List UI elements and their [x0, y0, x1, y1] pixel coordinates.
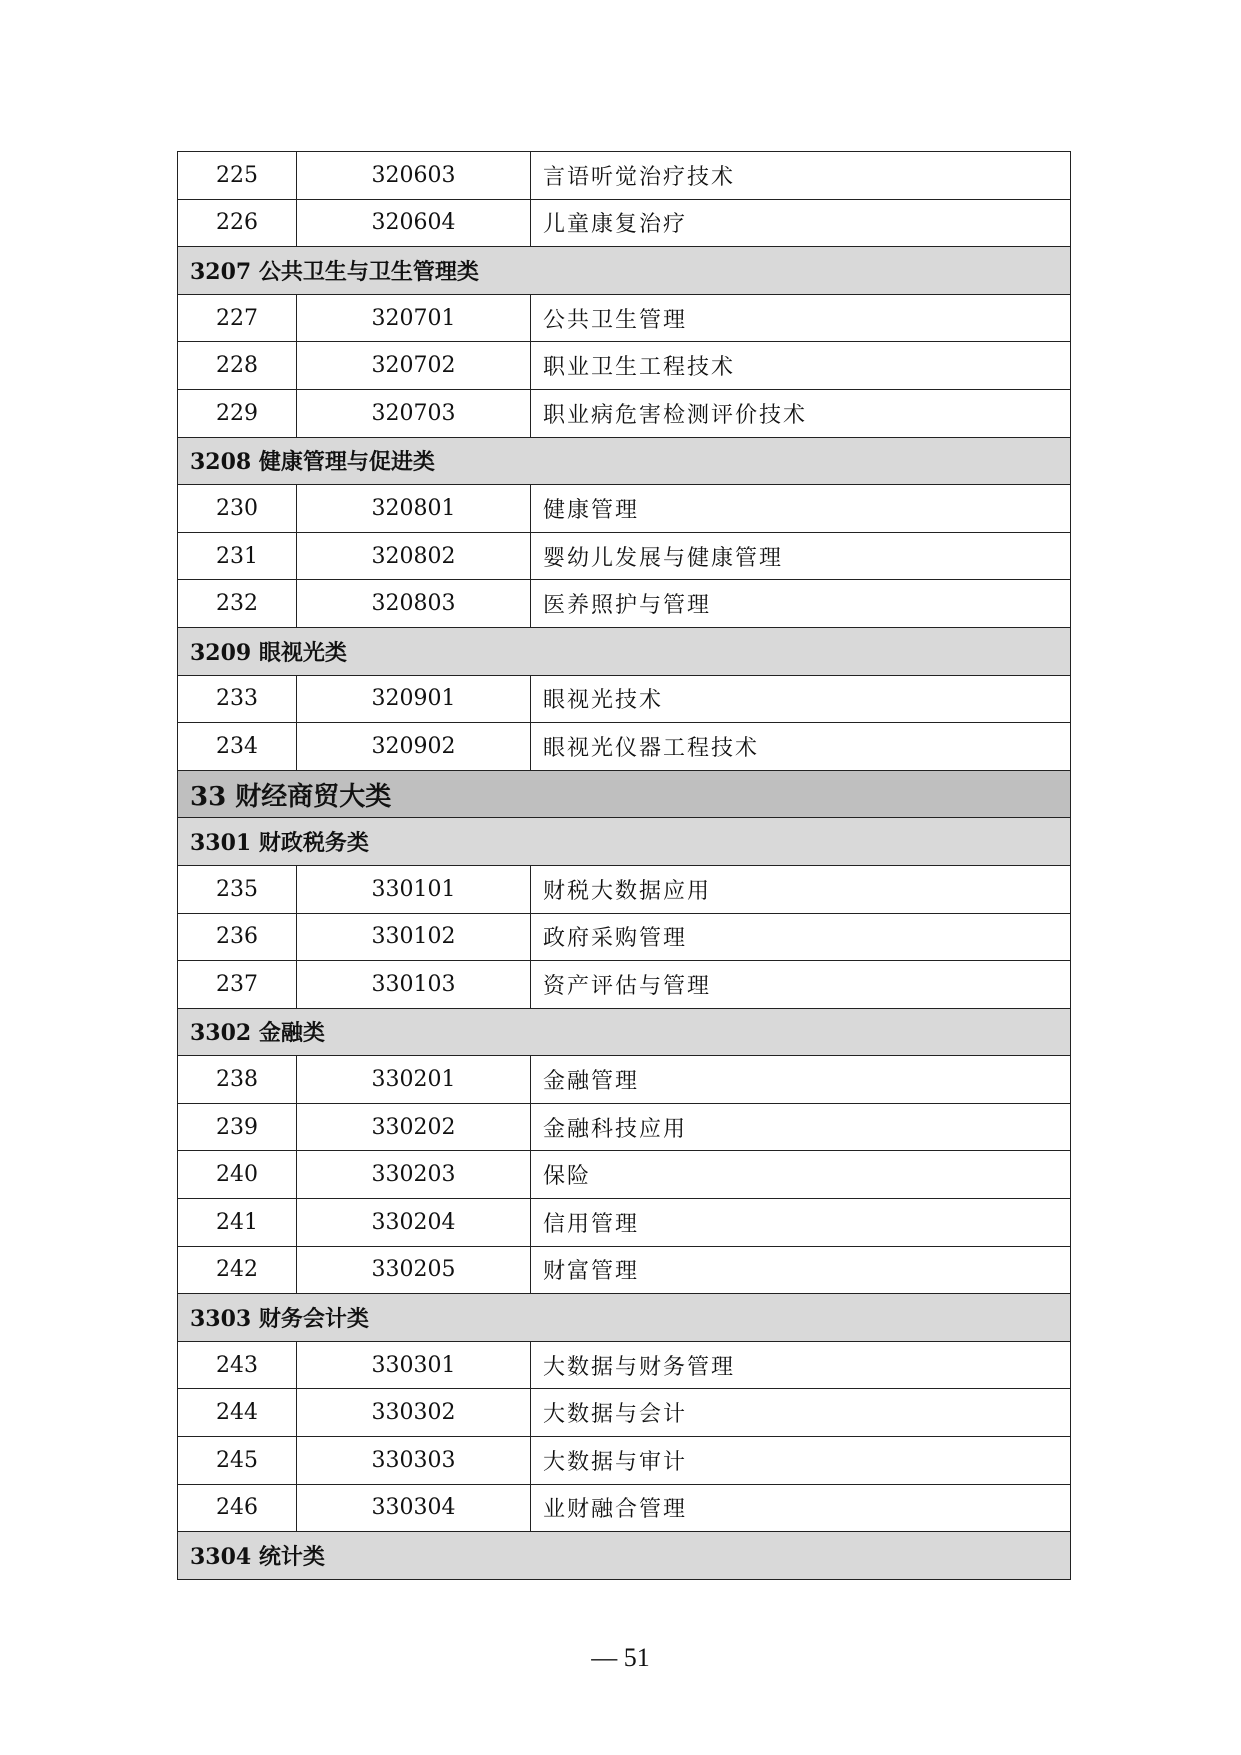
major-name-cell: 财富管理 [531, 1246, 1071, 1294]
major-code-cell: 320801 [297, 485, 531, 533]
serial-number-cell: 235 [178, 865, 297, 913]
major-name-cell: 医养照护与管理 [531, 580, 1071, 628]
serial-number-cell: 233 [178, 675, 297, 723]
major-name-cell: 职业病危害检测评价技术 [531, 389, 1071, 437]
table-row [178, 342, 1071, 390]
major-code-cell: 320701 [297, 294, 531, 342]
major-name-cell: 眼视光仪器工程技术 [531, 723, 1071, 771]
table-row [178, 1484, 1071, 1532]
serial-number-cell: 239 [178, 1103, 297, 1151]
serial-number-cell: 232 [178, 580, 297, 628]
major-name-cell: 资产评估与管理 [531, 961, 1071, 1009]
category-label: 3302 金融类 [178, 1008, 1071, 1056]
major-code-cell: 330302 [297, 1389, 531, 1437]
table-row [178, 1341, 1071, 1389]
major-code-cell: 330201 [297, 1056, 531, 1104]
serial-number-cell: 236 [178, 913, 297, 961]
serial-number-cell: 231 [178, 532, 297, 580]
major-name-cell: 大数据与审计 [531, 1437, 1071, 1485]
category-row [178, 627, 1071, 675]
major-name-cell: 保险 [531, 1151, 1071, 1199]
serial-number-cell: 225 [178, 152, 297, 200]
major-code-cell: 330202 [297, 1103, 531, 1151]
table-row [178, 1437, 1071, 1485]
table-row [178, 199, 1071, 247]
table-row [178, 961, 1071, 1009]
serial-number-cell: 226 [178, 199, 297, 247]
major-name-cell: 政府采购管理 [531, 913, 1071, 961]
major-code-cell: 320603 [297, 152, 531, 200]
serial-number-cell: 241 [178, 1199, 297, 1247]
serial-number-cell: 229 [178, 389, 297, 437]
table-row [178, 152, 1071, 200]
table-row [178, 1246, 1071, 1294]
table-row [178, 913, 1071, 961]
category-row [178, 1008, 1071, 1056]
major-code-cell: 330205 [297, 1246, 531, 1294]
major-code-cell: 330304 [297, 1484, 531, 1532]
table-row [178, 1151, 1071, 1199]
table-row [178, 1103, 1071, 1151]
major-code-cell: 330102 [297, 913, 531, 961]
table-row [178, 294, 1071, 342]
major-group-row [178, 770, 1071, 818]
serial-number-cell: 242 [178, 1246, 297, 1294]
major-code-cell: 330101 [297, 865, 531, 913]
category-label: 3301 财政税务类 [178, 818, 1071, 866]
major-name-cell: 财税大数据应用 [531, 865, 1071, 913]
category-row [178, 437, 1071, 485]
table-row [178, 865, 1071, 913]
major-catalog-table [177, 151, 1071, 1580]
serial-number-cell: 227 [178, 294, 297, 342]
major-name-cell: 业财融合管理 [531, 1484, 1071, 1532]
serial-number-cell: 230 [178, 485, 297, 533]
major-name-cell: 大数据与会计 [531, 1389, 1071, 1437]
major-name-cell: 婴幼儿发展与健康管理 [531, 532, 1071, 580]
table-row [178, 389, 1071, 437]
category-label: 3207 公共卫生与卫生管理类 [178, 247, 1071, 295]
major-name-cell: 言语听觉治疗技术 [531, 152, 1071, 200]
major-code-cell: 330303 [297, 1437, 531, 1485]
major-name-cell: 大数据与财务管理 [531, 1341, 1071, 1389]
table-row [178, 580, 1071, 628]
category-label: 3304 统计类 [178, 1532, 1071, 1580]
table-row [178, 723, 1071, 771]
serial-number-cell: 244 [178, 1389, 297, 1437]
category-label: 3209 眼视光类 [178, 627, 1071, 675]
category-label: 3303 财务会计类 [178, 1294, 1071, 1342]
major-name-cell: 儿童康复治疗 [531, 199, 1071, 247]
major-code-cell: 320702 [297, 342, 531, 390]
major-code-cell: 320802 [297, 532, 531, 580]
serial-number-cell: 246 [178, 1484, 297, 1532]
table-body [178, 152, 1071, 1580]
serial-number-cell: 237 [178, 961, 297, 1009]
major-code-cell: 320803 [297, 580, 531, 628]
table-row [178, 1199, 1071, 1247]
table-row [178, 1056, 1071, 1104]
major-name-cell: 信用管理 [531, 1199, 1071, 1247]
serial-number-cell: 240 [178, 1151, 297, 1199]
serial-number-cell: 234 [178, 723, 297, 771]
major-code-cell: 320901 [297, 675, 531, 723]
category-label: 3208 健康管理与促进类 [178, 437, 1071, 485]
major-code-cell: 330203 [297, 1151, 531, 1199]
table-row [178, 532, 1071, 580]
category-row [178, 247, 1071, 295]
major-name-cell: 健康管理 [531, 485, 1071, 533]
serial-number-cell: 238 [178, 1056, 297, 1104]
major-code-cell: 330301 [297, 1341, 531, 1389]
category-row [178, 818, 1071, 866]
major-code-cell: 320902 [297, 723, 531, 771]
major-code-cell: 320703 [297, 389, 531, 437]
major-name-cell: 金融管理 [531, 1056, 1071, 1104]
major-name-cell: 金融科技应用 [531, 1103, 1071, 1151]
serial-number-cell: 245 [178, 1437, 297, 1485]
table-row [178, 675, 1071, 723]
major-code-cell: 330103 [297, 961, 531, 1009]
major-name-cell: 眼视光技术 [531, 675, 1071, 723]
major-name-cell: 职业卫生工程技术 [531, 342, 1071, 390]
major-code-cell: 320604 [297, 199, 531, 247]
page-number: — 51 [591, 1643, 650, 1672]
serial-number-cell: 228 [178, 342, 297, 390]
table-row [178, 1389, 1071, 1437]
serial-number-cell: 243 [178, 1341, 297, 1389]
category-row [178, 1294, 1071, 1342]
table-row [178, 485, 1071, 533]
major-group-label: 33 财经商贸大类 [178, 770, 1071, 818]
category-row [178, 1532, 1071, 1580]
major-code-cell: 330204 [297, 1199, 531, 1247]
major-name-cell: 公共卫生管理 [531, 294, 1071, 342]
